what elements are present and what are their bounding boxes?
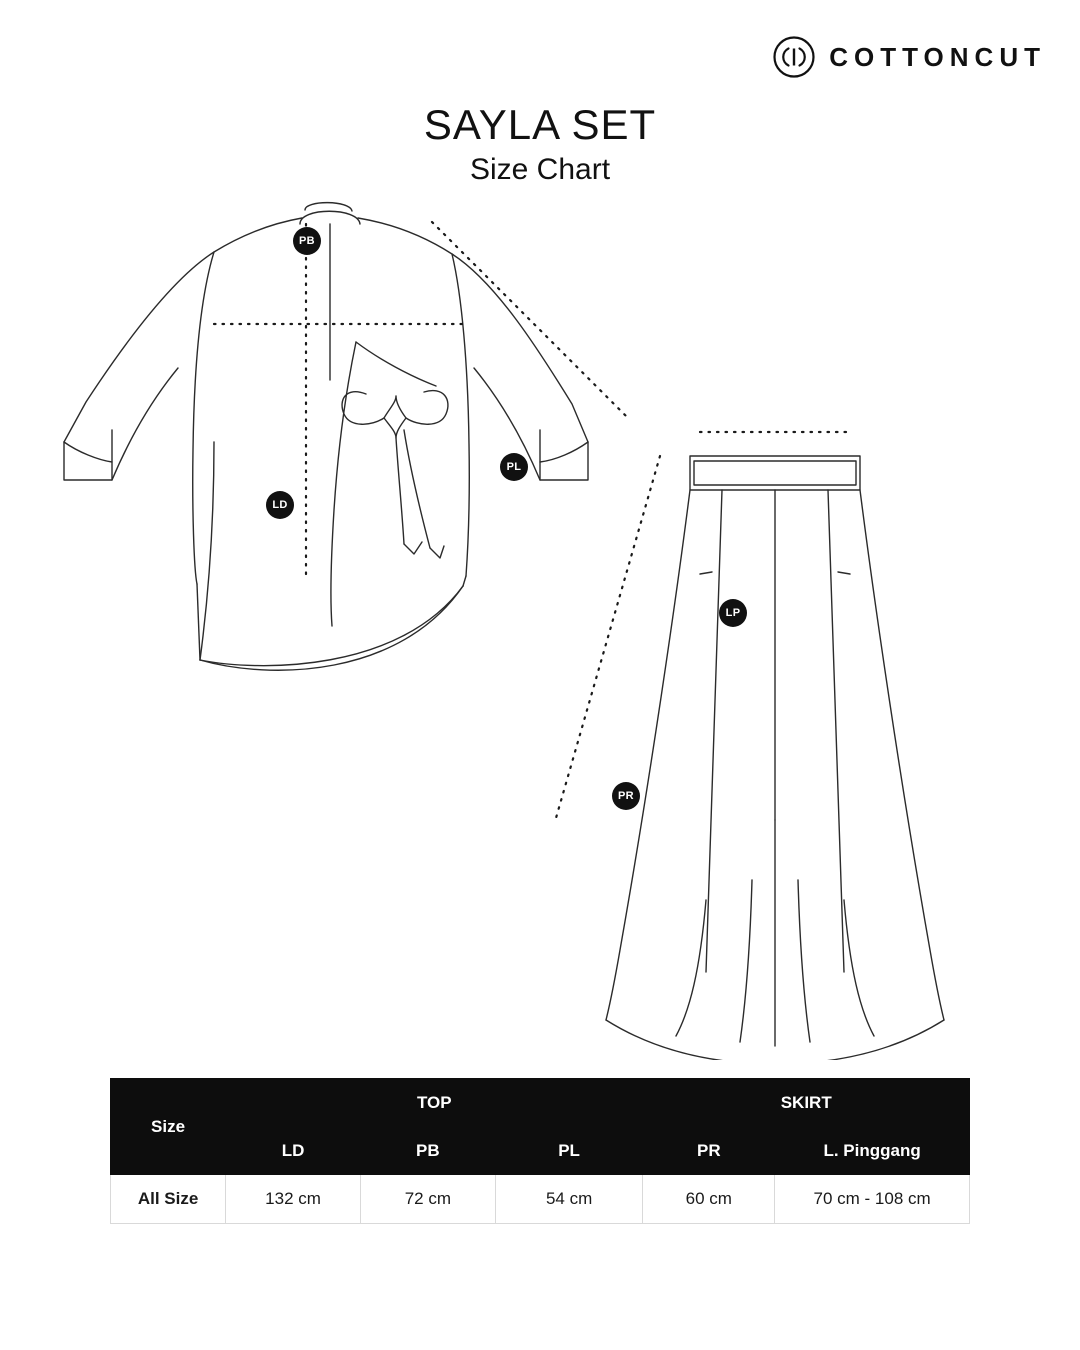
header-col-pb: PB [360, 1128, 495, 1175]
cell-pb: 72 cm [360, 1175, 495, 1224]
header-group-top: TOP [226, 1079, 643, 1128]
marker-pl: PL [500, 453, 528, 481]
header-group-skirt: SKIRT [643, 1079, 970, 1128]
garment-illustration [0, 180, 1080, 1060]
marker-pr: PR [612, 782, 640, 810]
top-outline [64, 203, 588, 671]
page-title-block [0, 100, 1080, 188]
table-header [111, 1079, 970, 1175]
garment-technical-drawings [0, 180, 1080, 1060]
size-chart-table [110, 1078, 970, 1224]
skirt-outline [606, 456, 944, 1060]
brand-logo [773, 36, 1046, 78]
cell-pl: 54 cm [495, 1175, 643, 1224]
table-header-column-row [111, 1128, 970, 1175]
cottoncut-monogram-icon [773, 36, 815, 78]
cell-lpinggang: 70 cm - 108 cm [775, 1175, 970, 1224]
header-col-pl: PL [495, 1128, 643, 1175]
marker-pb: PB [293, 227, 321, 255]
page-title: SAYLA SET [423, 101, 657, 148]
cell-size-label: All Size [111, 1175, 226, 1224]
table-body [111, 1175, 970, 1224]
header-col-lpinggang: L. Pinggang [775, 1128, 970, 1175]
header-col-pr: PR [643, 1128, 775, 1175]
page-subtitle: Size Chart [469, 152, 611, 186]
cell-ld: 132 cm [226, 1175, 361, 1224]
brand-name: COTTONCUT [829, 41, 1046, 72]
table-row [111, 1175, 970, 1224]
table-header-group-row [111, 1079, 970, 1128]
header-size: Size [111, 1079, 226, 1175]
cell-pr: 60 cm [643, 1175, 775, 1224]
marker-ld: LD [266, 491, 294, 519]
marker-lp: LP [719, 599, 747, 627]
header-col-ld: LD [226, 1128, 361, 1175]
